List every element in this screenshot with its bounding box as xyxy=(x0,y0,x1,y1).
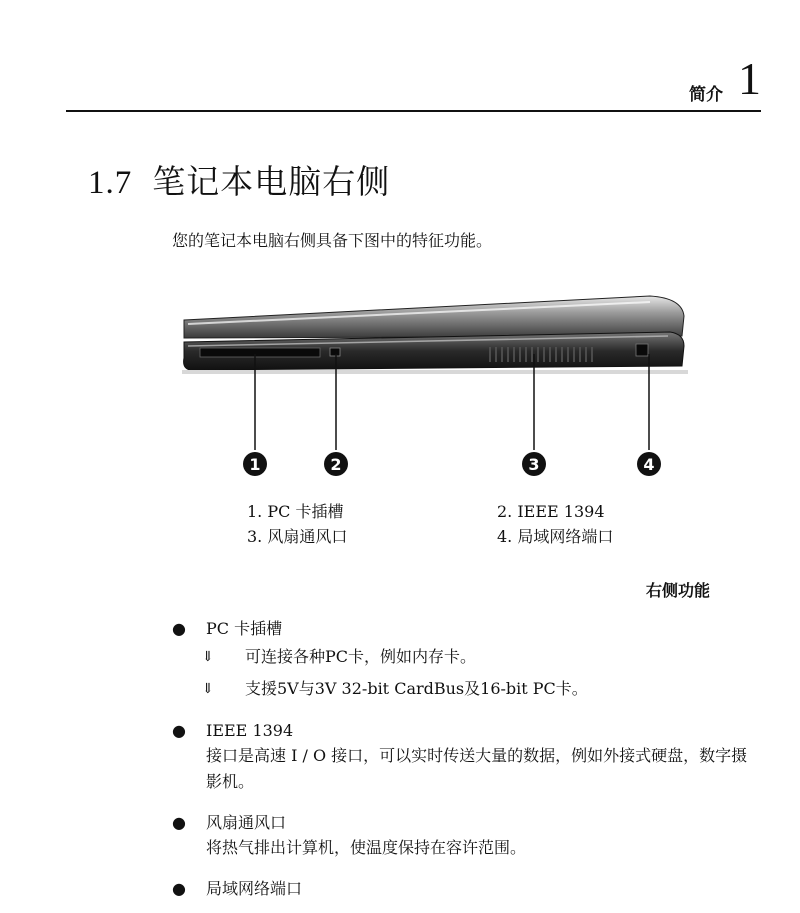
laptop-illustration xyxy=(170,288,700,493)
caption-2: 2. IEEE 1394 xyxy=(497,502,605,521)
down-arrow-icon: ⇓ xyxy=(202,681,214,697)
feature-name: 风扇通风口 xyxy=(206,813,287,832)
caption-1: 1. PC 卡插槽 xyxy=(247,502,344,521)
caption-4: 4. 局域网络端口 xyxy=(497,527,614,546)
feature-sub-text: 支援5V与3V 32-bit CardBus及16-bit PC卡。 xyxy=(245,679,588,698)
feature-description: 将热气排出计算机，使温度保持在容许范围。 xyxy=(206,838,527,857)
caption-3: 3. 风扇通风口 xyxy=(247,527,348,546)
section-heading xyxy=(88,156,390,203)
chapter-number: 1 xyxy=(738,53,761,104)
marker-2 xyxy=(324,452,348,476)
feature-description: 接口是高速 I / O 接口，可以实时传送大量的数据，例如外接式硬盘，数字摄影机。 xyxy=(206,746,748,791)
feature-sub-text: 可连接各种PC卡，例如内存卡。 xyxy=(245,647,477,666)
header-label: 简介 xyxy=(689,85,723,105)
feature-item xyxy=(172,617,772,705)
feature-name: 局域网络端口 xyxy=(206,879,303,898)
feature-list xyxy=(172,617,772,913)
feature-name: IEEE 1394 xyxy=(206,721,294,740)
svg-text:1: 1 xyxy=(249,455,261,474)
intro-text: 您的笔记本电脑右侧具备下图中的特征功能。 xyxy=(172,231,493,250)
marker-4 xyxy=(637,452,661,476)
section-title: 笔记本电脑右侧 xyxy=(152,162,391,201)
bullet-icon: ● xyxy=(172,813,186,832)
feature-item xyxy=(172,719,772,795)
feature-item xyxy=(172,877,772,901)
svg-text:3: 3 xyxy=(528,455,540,474)
bullet-icon: ● xyxy=(172,879,186,898)
feature-sub-item xyxy=(202,673,772,705)
feature-sub-item xyxy=(202,641,772,673)
down-arrow-icon: ⇓ xyxy=(202,649,214,665)
marker-3 xyxy=(522,452,546,476)
svg-text:4: 4 xyxy=(643,455,655,474)
marker-1 xyxy=(243,452,267,476)
feature-name: PC 卡插槽 xyxy=(206,619,283,638)
bullet-icon: ● xyxy=(172,619,186,638)
bullet-icon: ● xyxy=(172,721,186,740)
laptop-right-side-figure xyxy=(170,288,700,493)
figure-title: 右侧功能 xyxy=(645,581,710,600)
section-number: 1.7 xyxy=(88,165,133,201)
svg-text:2: 2 xyxy=(330,455,342,474)
feature-item xyxy=(172,811,772,861)
running-header xyxy=(66,53,761,112)
